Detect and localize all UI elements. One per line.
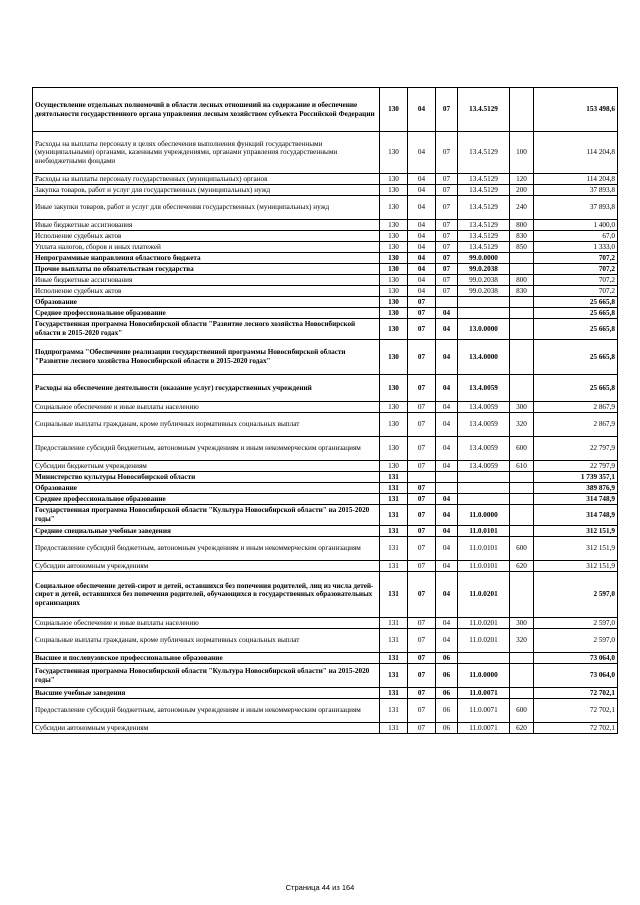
row-target-code [458, 483, 510, 494]
row-expense-type-code: 600 [510, 537, 534, 561]
row-section-code: 07 [408, 664, 436, 688]
row-subsection-code: 07 [436, 242, 458, 253]
row-ministry-code: 131 [380, 664, 408, 688]
row-section-code: 07 [408, 375, 436, 402]
row-subsection-code: 04 [436, 572, 458, 618]
table-body [33, 88, 618, 734]
row-sum: 1 739 357,1 [534, 472, 618, 483]
table-row [33, 264, 618, 275]
row-sum: 72 702,1 [534, 723, 618, 734]
table-row [33, 572, 618, 618]
row-ministry-code: 131 [380, 483, 408, 494]
budget-table [32, 87, 618, 734]
row-ministry-code: 130 [380, 297, 408, 308]
row-target-code [458, 308, 510, 319]
row-section-code: 07 [408, 319, 436, 340]
row-subsection-code: 04 [436, 526, 458, 537]
row-subsection-code: 07 [436, 174, 458, 185]
row-subsection-code: 04 [436, 537, 458, 561]
row-name: Прочие выплаты по обязательствам государства [33, 264, 380, 275]
row-name: Высшее и послевузовское профессиональное образование [33, 653, 380, 664]
row-name: Социальное обеспечение детей-сирот и детей, оставшихся без попечения родителей, лиц из числа детей-сирот и детей, оставшихся без попечения родителей, обучающихся в государственных образовательных организациях [33, 572, 380, 618]
row-sum: 37 893,8 [534, 185, 618, 196]
row-expense-type-code [510, 572, 534, 618]
table-row [33, 699, 618, 723]
row-subsection-code: 04 [436, 402, 458, 413]
table-row [33, 505, 618, 526]
row-subsection-code: 07 [436, 286, 458, 297]
row-section-code: 07 [408, 537, 436, 561]
row-sum: 25 665,8 [534, 297, 618, 308]
row-expense-type-code: 830 [510, 231, 534, 242]
row-ministry-code: 131 [380, 688, 408, 699]
table-row [33, 413, 618, 437]
row-name: Непрограммные направления областного бюджета [33, 253, 380, 264]
table-row [33, 618, 618, 629]
table-row [33, 472, 618, 483]
row-sum: 114 204,8 [534, 132, 618, 174]
row-name: Исполнение судебных актов [33, 231, 380, 242]
row-target-code: 11.0.0000 [458, 664, 510, 688]
row-section-code: 07 [408, 526, 436, 537]
row-ministry-code: 131 [380, 653, 408, 664]
row-name: Расходы на обеспечение деятельности (оказание услуг) государственных учреждений [33, 375, 380, 402]
row-expense-type-code: 240 [510, 196, 534, 220]
row-sum: 312 151,9 [534, 526, 618, 537]
row-target-code: 99.0.2038 [458, 275, 510, 286]
row-ministry-code: 131 [380, 629, 408, 653]
table-row [33, 196, 618, 220]
row-subsection-code: 07 [436, 264, 458, 275]
row-target-code: 11.0.0000 [458, 505, 510, 526]
row-section-code: 04 [408, 253, 436, 264]
row-ministry-code: 131 [380, 572, 408, 618]
row-name: Социальное обеспечение и иные выплаты населению [33, 402, 380, 413]
row-ministry-code: 130 [380, 375, 408, 402]
row-sum: 2 867,9 [534, 402, 618, 413]
row-sum: 72 702,1 [534, 699, 618, 723]
row-sum: 389 876,9 [534, 483, 618, 494]
row-expense-type-code [510, 297, 534, 308]
row-sum: 2 597,0 [534, 629, 618, 653]
row-section-code: 04 [408, 231, 436, 242]
row-name: Иные закупки товаров, работ и услуг для обеспечения государственных (муниципальных) нужд [33, 196, 380, 220]
row-expense-type-code [510, 483, 534, 494]
row-target-code: 13.4.5129 [458, 88, 510, 132]
table-row [33, 629, 618, 653]
row-sum: 707,2 [534, 286, 618, 297]
row-sum: 22 797,9 [534, 437, 618, 461]
row-name: Государственная программа Новосибирской области "Культура Новосибирской области" на 2015-2020 годы" [33, 505, 380, 526]
row-expense-type-code: 200 [510, 185, 534, 196]
row-name: Министерство культуры Новосибирской области [33, 472, 380, 483]
row-ministry-code: 130 [380, 231, 408, 242]
row-ministry-code: 131 [380, 723, 408, 734]
row-ministry-code: 130 [380, 174, 408, 185]
row-subsection-code: 04 [436, 437, 458, 461]
table-row [33, 437, 618, 461]
row-subsection-code: 04 [436, 413, 458, 437]
row-ministry-code: 130 [380, 264, 408, 275]
table-row [33, 253, 618, 264]
page-number: Страница 44 из 164 [285, 883, 355, 892]
row-subsection-code: 04 [436, 629, 458, 653]
row-ministry-code: 130 [380, 402, 408, 413]
row-sum: 37 893,8 [534, 196, 618, 220]
row-target-code: 13.4.5129 [458, 185, 510, 196]
row-target-code: 13.4.5129 [458, 220, 510, 231]
row-subsection-code: 04 [436, 461, 458, 472]
page-footer [0, 883, 640, 892]
table-row [33, 664, 618, 688]
row-target-code: 13.4.5129 [458, 231, 510, 242]
row-ministry-code: 130 [380, 308, 408, 319]
row-subsection-code: 06 [436, 653, 458, 664]
row-target-code: 13.4.0059 [458, 461, 510, 472]
row-ministry-code: 130 [380, 220, 408, 231]
row-name: Средние специальные учебные заведения [33, 526, 380, 537]
row-expense-type-code: 300 [510, 618, 534, 629]
row-section-code: 07 [408, 494, 436, 505]
row-target-code: 11.0.0101 [458, 561, 510, 572]
row-target-code: 13.4.0059 [458, 375, 510, 402]
row-ministry-code: 131 [380, 699, 408, 723]
row-name: Субсидии бюджетным учреждениям [33, 461, 380, 472]
row-subsection-code: 04 [436, 618, 458, 629]
row-expense-type-code: 830 [510, 286, 534, 297]
row-subsection-code: 04 [436, 375, 458, 402]
row-expense-type-code [510, 375, 534, 402]
row-target-code: 13.4.0059 [458, 402, 510, 413]
row-target-code: 11.0.0101 [458, 526, 510, 537]
row-section-code: 07 [408, 340, 436, 375]
row-expense-type-code: 800 [510, 220, 534, 231]
table-row [33, 461, 618, 472]
row-expense-type-code: 120 [510, 174, 534, 185]
row-sum: 73 064,0 [534, 653, 618, 664]
row-expense-type-code: 320 [510, 629, 534, 653]
table-row [33, 185, 618, 196]
row-section-code: 04 [408, 264, 436, 275]
row-section-code: 04 [408, 132, 436, 174]
row-ministry-code: 130 [380, 185, 408, 196]
table-row [33, 483, 618, 494]
row-expense-type-code [510, 264, 534, 275]
row-name: Предоставление субсидий бюджетным, автономным учреждениям и иным некоммерческим организациям [33, 699, 380, 723]
row-sum: 114 204,8 [534, 174, 618, 185]
table-row [33, 319, 618, 340]
table-row [33, 526, 618, 537]
row-expense-type-code: 620 [510, 561, 534, 572]
row-name: Государственная программа Новосибирской области "Развитие лесного хозяйства Новосибирской области в 2015-2020 годах" [33, 319, 380, 340]
row-sum: 707,2 [534, 264, 618, 275]
row-sum: 707,2 [534, 275, 618, 286]
table-row [33, 220, 618, 231]
row-section-code: 04 [408, 286, 436, 297]
row-target-code: 13.4.0000 [458, 340, 510, 375]
row-subsection-code: 04 [436, 494, 458, 505]
row-sum: 1 333,0 [534, 242, 618, 253]
table-row [33, 561, 618, 572]
row-target-code [458, 653, 510, 664]
row-expense-type-code: 320 [510, 413, 534, 437]
row-name: Среднее профессиональное образование [33, 494, 380, 505]
table-row [33, 375, 618, 402]
row-section-code: 04 [408, 185, 436, 196]
row-section-code: 07 [408, 723, 436, 734]
table-row [33, 494, 618, 505]
row-name: Социальные выплаты гражданам, кроме публичных нормативных социальных выплат [33, 629, 380, 653]
row-sum: 25 665,8 [534, 375, 618, 402]
row-ministry-code: 130 [380, 413, 408, 437]
row-expense-type-code [510, 653, 534, 664]
row-target-code: 13.4.5129 [458, 242, 510, 253]
row-expense-type-code [510, 664, 534, 688]
row-section-code: 07 [408, 308, 436, 319]
row-section-code: 07 [408, 505, 436, 526]
row-ministry-code: 130 [380, 340, 408, 375]
row-expense-type-code [510, 88, 534, 132]
row-sum: 2 597,0 [534, 572, 618, 618]
table-row [33, 340, 618, 375]
row-expense-type-code [510, 494, 534, 505]
row-ministry-code: 130 [380, 132, 408, 174]
row-subsection-code: 04 [436, 319, 458, 340]
row-subsection-code: 06 [436, 664, 458, 688]
row-ministry-code: 130 [380, 242, 408, 253]
row-ministry-code: 131 [380, 526, 408, 537]
row-expense-type-code: 620 [510, 723, 534, 734]
row-sum: 2 597,0 [534, 618, 618, 629]
row-expense-type-code: 600 [510, 699, 534, 723]
row-subsection-code: 04 [436, 505, 458, 526]
row-subsection-code: 04 [436, 340, 458, 375]
row-target-code: 13.4.5129 [458, 132, 510, 174]
row-target-code: 13.4.5129 [458, 174, 510, 185]
row-expense-type-code [510, 526, 534, 537]
row-name: Расходы на выплаты персоналу в целях обеспечения выполнения функций государственными (муниципальными) органами, казенными учреждениями, органами управления государственными внебюджетными фондами [33, 132, 380, 174]
row-subsection-code: 07 [436, 275, 458, 286]
row-ministry-code: 130 [380, 88, 408, 132]
row-section-code: 07 [408, 629, 436, 653]
row-expense-type-code [510, 688, 534, 699]
table-row [33, 286, 618, 297]
row-ministry-code: 130 [380, 461, 408, 472]
table-row [33, 402, 618, 413]
row-target-code: 11.0.0201 [458, 618, 510, 629]
row-sum: 72 702,1 [534, 688, 618, 699]
row-sum: 25 665,8 [534, 319, 618, 340]
row-target-code: 11.0.0071 [458, 688, 510, 699]
row-section-code: 07 [408, 297, 436, 308]
row-subsection-code: 07 [436, 253, 458, 264]
row-sum: 314 748,9 [534, 505, 618, 526]
row-name: Высшие учебные заведения [33, 688, 380, 699]
row-subsection-code [436, 297, 458, 308]
row-sum: 25 665,8 [534, 340, 618, 375]
row-name: Уплата налогов, сборов и иных платежей [33, 242, 380, 253]
row-ministry-code: 131 [380, 494, 408, 505]
row-sum: 312 151,9 [534, 561, 618, 572]
row-ministry-code: 131 [380, 472, 408, 483]
row-subsection-code: 07 [436, 220, 458, 231]
row-expense-type-code: 800 [510, 275, 534, 286]
row-section-code: 04 [408, 220, 436, 231]
row-target-code: 13.0.0000 [458, 319, 510, 340]
row-ministry-code: 131 [380, 618, 408, 629]
row-target-code: 11.0.0071 [458, 699, 510, 723]
row-subsection-code: 06 [436, 723, 458, 734]
row-sum: 312 151,9 [534, 537, 618, 561]
row-sum: 22 797,9 [534, 461, 618, 472]
table-row [33, 723, 618, 734]
row-sum: 153 498,6 [534, 88, 618, 132]
row-target-code: 13.4.0059 [458, 413, 510, 437]
row-expense-type-code: 610 [510, 461, 534, 472]
row-section-code: 07 [408, 402, 436, 413]
row-expense-type-code [510, 472, 534, 483]
row-ministry-code: 130 [380, 253, 408, 264]
row-target-code [458, 297, 510, 308]
row-ministry-code: 130 [380, 286, 408, 297]
row-target-code: 11.0.0071 [458, 723, 510, 734]
row-name: Осуществление отдельных полномочий в области лесных отношений на содержание и обеспечение деятельности государственного органа управления лесным хозяйством субъекта Российской Федерации [33, 88, 380, 132]
row-ministry-code: 131 [380, 537, 408, 561]
row-name: Расходы на выплаты персоналу государственных (муниципальных) органов [33, 174, 380, 185]
row-target-code [458, 494, 510, 505]
row-expense-type-code: 300 [510, 402, 534, 413]
row-name: Закупка товаров, работ и услуг для государственных (муниципальных) нужд [33, 185, 380, 196]
table-row [33, 231, 618, 242]
row-target-code [458, 472, 510, 483]
row-ministry-code: 131 [380, 505, 408, 526]
table-row [33, 653, 618, 664]
row-subsection-code: 06 [436, 688, 458, 699]
row-name: Социальные выплаты гражданам, кроме публичных нормативных социальных выплат [33, 413, 380, 437]
row-name: Иные бюджетные ассигнования [33, 275, 380, 286]
row-name: Предоставление субсидий бюджетным, автономным учреждениям и иным некоммерческим организациям [33, 537, 380, 561]
row-section-code: 07 [408, 483, 436, 494]
row-section-code: 04 [408, 196, 436, 220]
row-ministry-code: 130 [380, 275, 408, 286]
row-target-code: 99.0.2038 [458, 264, 510, 275]
table-row [33, 242, 618, 253]
row-name: Образование [33, 483, 380, 494]
row-expense-type-code [510, 253, 534, 264]
row-target-code: 11.0.0201 [458, 629, 510, 653]
row-section-code: 07 [408, 413, 436, 437]
table-row [33, 275, 618, 286]
row-expense-type-code [510, 319, 534, 340]
row-section-code: 07 [408, 699, 436, 723]
row-subsection-code: 07 [436, 185, 458, 196]
row-expense-type-code [510, 505, 534, 526]
row-subsection-code [436, 472, 458, 483]
row-section-code: 04 [408, 275, 436, 286]
row-name: Субсидии автономным учреждениям [33, 723, 380, 734]
row-section-code: 07 [408, 561, 436, 572]
row-subsection-code: 04 [436, 561, 458, 572]
row-sum: 1 400,0 [534, 220, 618, 231]
row-sum: 314 748,9 [534, 494, 618, 505]
table-row [33, 132, 618, 174]
row-target-code: 99.0.2038 [458, 286, 510, 297]
row-expense-type-code: 600 [510, 437, 534, 461]
row-expense-type-code [510, 340, 534, 375]
row-section-code: 07 [408, 688, 436, 699]
row-name: Образование [33, 297, 380, 308]
row-sum: 73 064,0 [534, 664, 618, 688]
row-expense-type-code [510, 308, 534, 319]
row-target-code: 11.0.0101 [458, 537, 510, 561]
row-sum: 707,2 [534, 253, 618, 264]
table-row [33, 174, 618, 185]
row-section-code: 07 [408, 572, 436, 618]
row-name: Среднее профессиональное образование [33, 308, 380, 319]
row-target-code: 13.4.5129 [458, 196, 510, 220]
row-section-code: 04 [408, 242, 436, 253]
row-name: Субсидии автономным учреждениям [33, 561, 380, 572]
row-name: Социальное обеспечение и иные выплаты населению [33, 618, 380, 629]
row-name: Иные бюджетные ассигнования [33, 220, 380, 231]
row-subsection-code: 06 [436, 699, 458, 723]
row-sum: 67,0 [534, 231, 618, 242]
row-subsection-code [436, 483, 458, 494]
row-ministry-code: 130 [380, 319, 408, 340]
row-section-code: 07 [408, 437, 436, 461]
row-section-code: 04 [408, 174, 436, 185]
row-name: Подпрограмма "Обеспечение реализации государственной программы Новосибирской области "Развитие лесного хозяйства Новосибирской области в 2015-2020 годах" [33, 340, 380, 375]
row-target-code: 13.4.0059 [458, 437, 510, 461]
row-ministry-code: 130 [380, 437, 408, 461]
row-name: Исполнение судебных актов [33, 286, 380, 297]
table-row [33, 88, 618, 132]
row-section-code [408, 472, 436, 483]
row-subsection-code: 07 [436, 88, 458, 132]
row-section-code: 04 [408, 88, 436, 132]
table-row [33, 537, 618, 561]
row-subsection-code: 04 [436, 308, 458, 319]
row-subsection-code: 07 [436, 132, 458, 174]
row-subsection-code: 07 [436, 231, 458, 242]
table-row [33, 308, 618, 319]
row-sum: 2 867,9 [534, 413, 618, 437]
row-ministry-code: 131 [380, 561, 408, 572]
row-target-code: 99.0.0000 [458, 253, 510, 264]
row-sum: 25 665,8 [534, 308, 618, 319]
row-expense-type-code: 850 [510, 242, 534, 253]
row-ministry-code: 130 [380, 196, 408, 220]
row-section-code: 07 [408, 618, 436, 629]
table-row [33, 688, 618, 699]
row-section-code: 07 [408, 461, 436, 472]
row-name: Предоставление субсидий бюджетным, автономным учреждениям и иным некоммерческим организациям [33, 437, 380, 461]
table-row [33, 297, 618, 308]
row-subsection-code: 07 [436, 196, 458, 220]
row-target-code: 11.0.0201 [458, 572, 510, 618]
row-expense-type-code: 100 [510, 132, 534, 174]
row-section-code: 07 [408, 653, 436, 664]
row-name: Государственная программа Новосибирской области "Культура Новосибирской области" на 2015-2020 годы" [33, 664, 380, 688]
